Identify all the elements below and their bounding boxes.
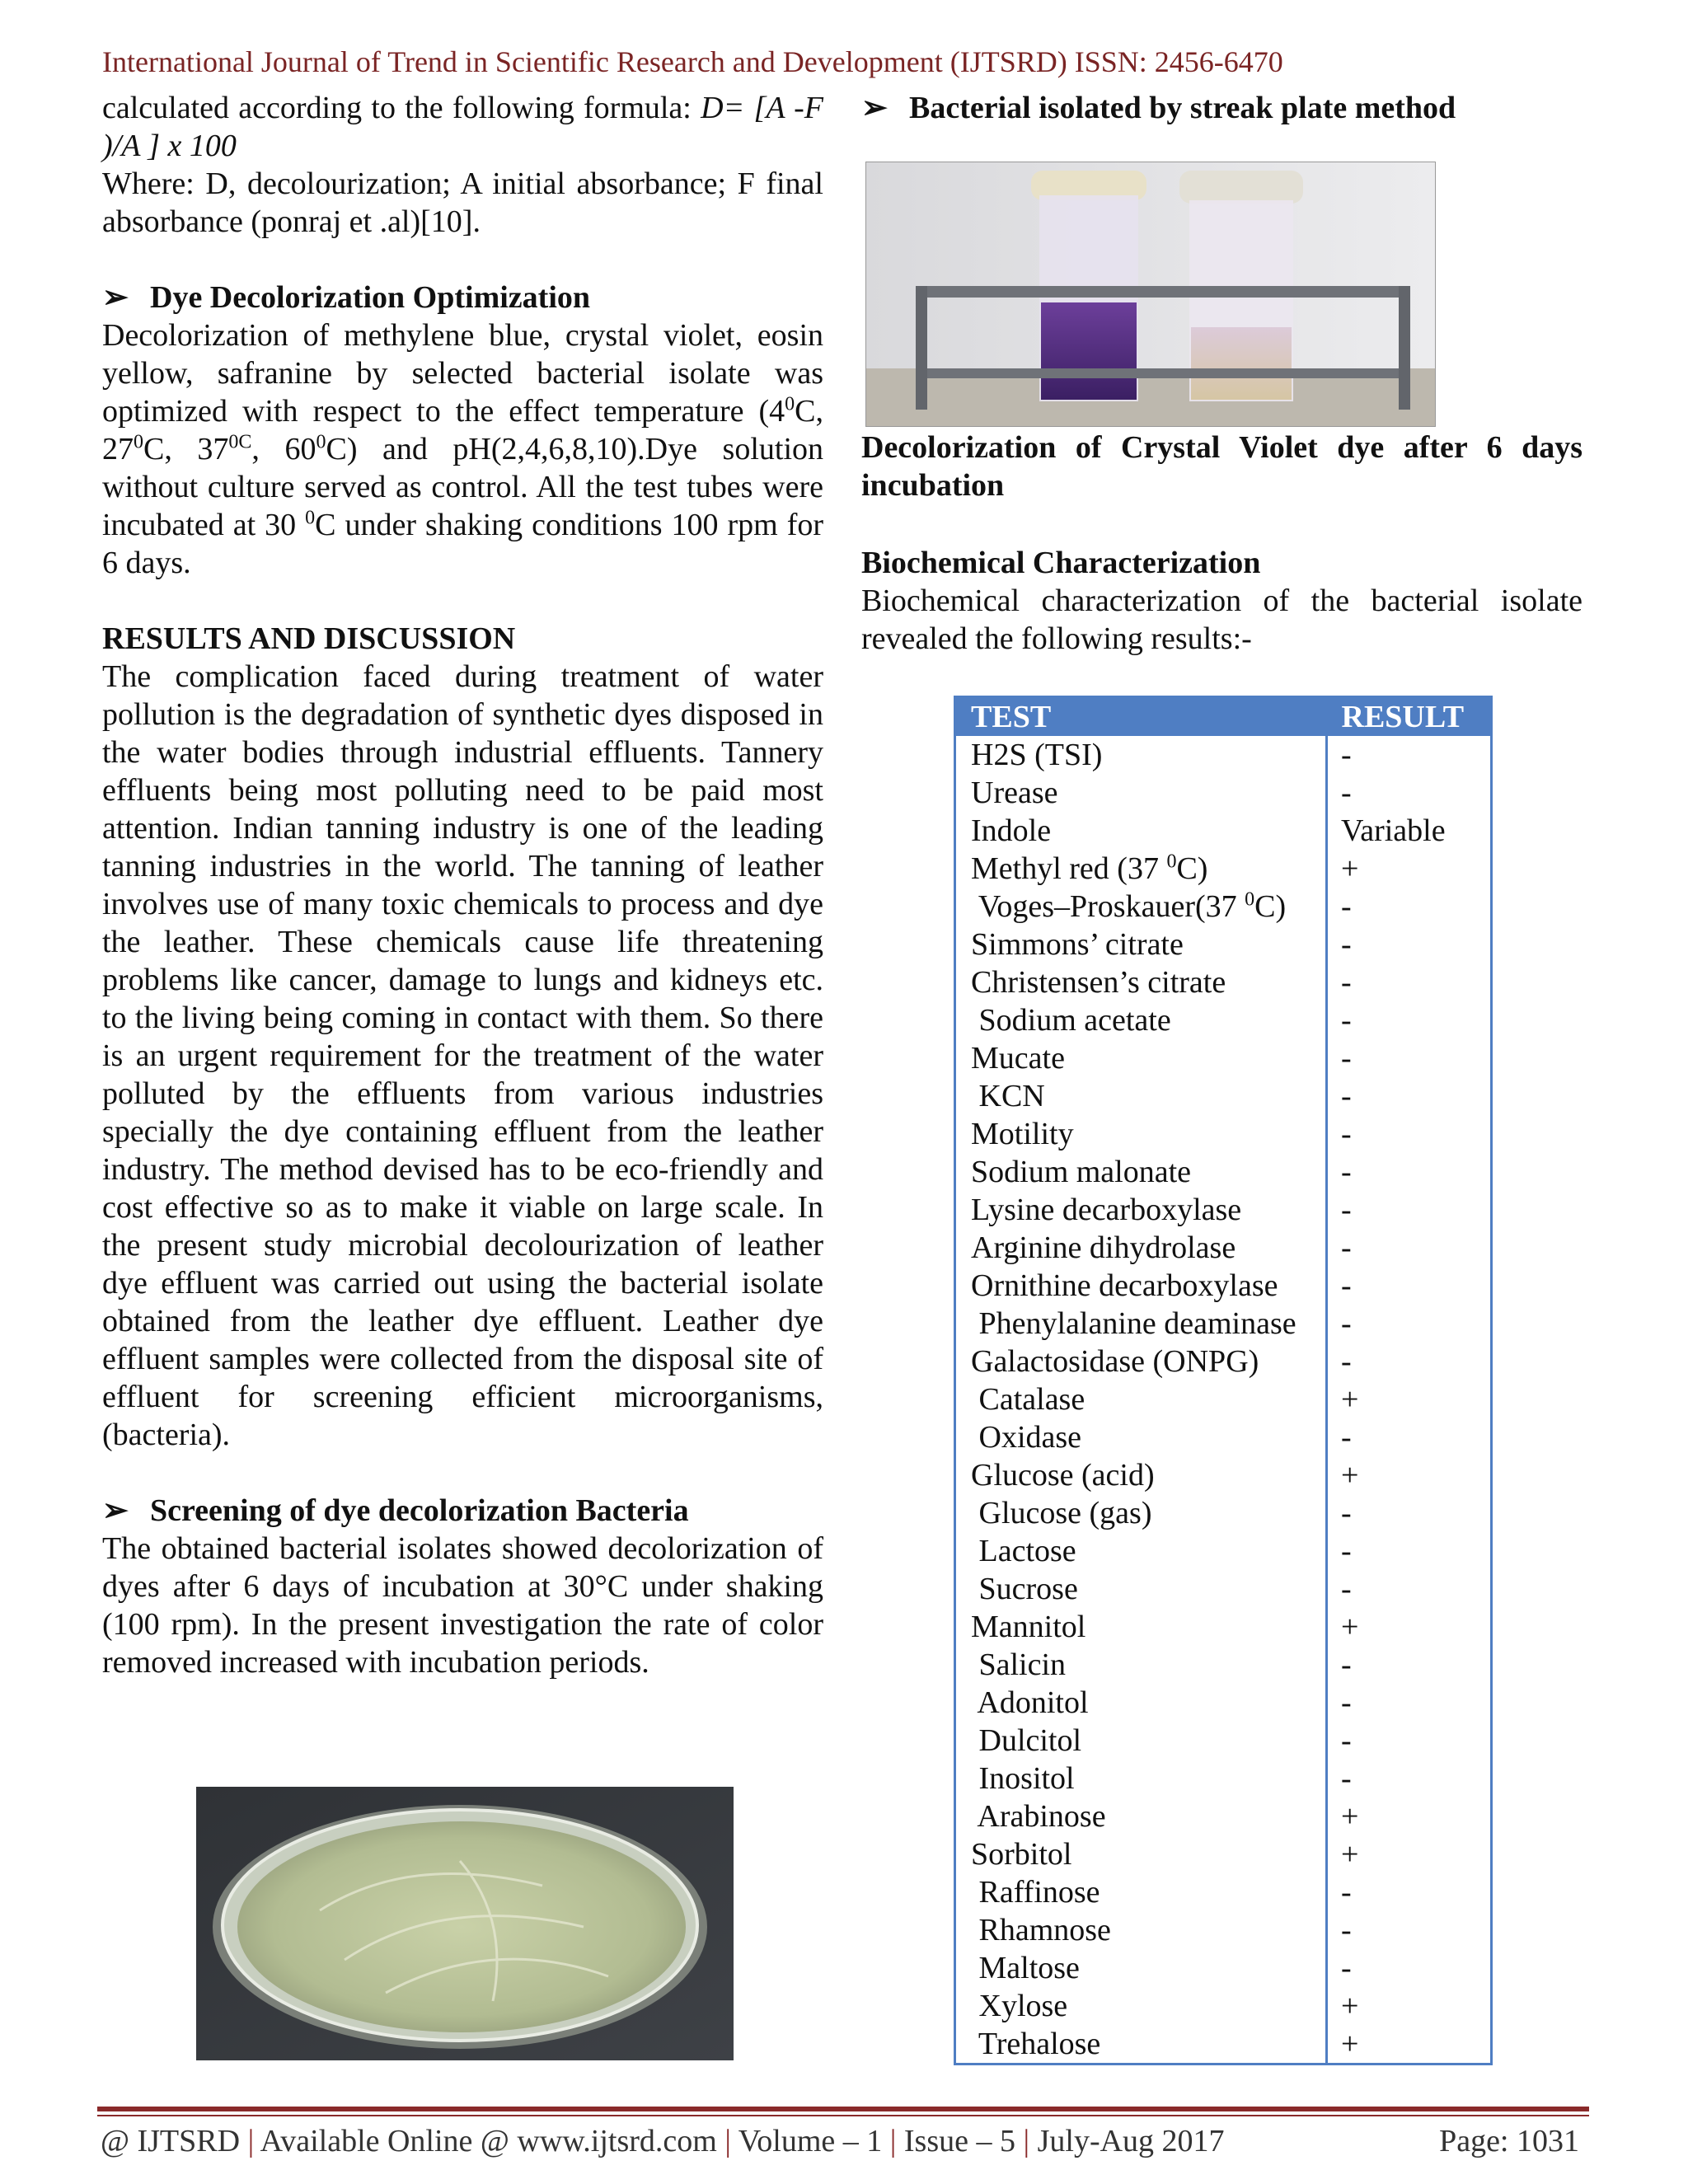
table-row <box>955 1797 1492 1835</box>
test-cell: Sodium malonate <box>955 1153 1327 1191</box>
result-cell: - <box>1341 776 1352 810</box>
screening-paragraph: The obtained bacterial isolates showed decolorization of dyes after 6 days of incubation at 30°C under shaking (100 rpm). In the present investigation the rate of color removed increased with incubation periods. <box>102 1531 823 1680</box>
footer-date: July-Aug 2017 <box>1037 2124 1225 2158</box>
result-cell: - <box>1341 1344 1352 1379</box>
table-row <box>955 1456 1492 1494</box>
test-cell: Adonitol <box>955 1684 1327 1722</box>
test-cell: Maltose <box>955 1949 1327 1987</box>
table-row <box>955 888 1492 926</box>
result-cell: - <box>1341 1685 1352 1720</box>
test-cell: Raffinose <box>955 1873 1327 1911</box>
result-cell: + <box>1341 1382 1359 1417</box>
result-cell: + <box>1341 1799 1359 1834</box>
test-cell: Dulcitol <box>955 1722 1327 1760</box>
result-cell: - <box>1341 1193 1352 1227</box>
test-cell: Rhamnose <box>955 1911 1327 1949</box>
table-row <box>955 1267 1492 1305</box>
result-cell: - <box>1341 1003 1352 1038</box>
test-cell: Lactose <box>955 1532 1327 1570</box>
test-cell: Mannitol <box>955 1608 1327 1646</box>
result-cell: - <box>1341 1723 1352 1758</box>
table-row <box>955 1380 1492 1418</box>
optimization-heading: ➢ Dye Decolorization Optimization <box>102 280 591 315</box>
result-cell: + <box>1341 1458 1359 1493</box>
result-cell: - <box>1341 1913 1352 1947</box>
footer-rule-thin <box>97 2115 1589 2116</box>
test-cell: Trehalose <box>955 2025 1327 2064</box>
table-row <box>955 850 1492 888</box>
footer-issue: Issue – 5 <box>903 2124 1015 2158</box>
petri-plate-photo <box>196 1787 734 2060</box>
table-row <box>955 1911 1492 1949</box>
table-row <box>955 736 1492 774</box>
header-result: RESULT <box>1327 697 1492 737</box>
test-cell: Christensen’s citrate <box>955 963 1327 1001</box>
footer-page: Page: 1031 <box>1439 2124 1579 2158</box>
result-cell: - <box>1341 1079 1352 1113</box>
table-row <box>955 1229 1492 1267</box>
formula: D= [A -F )/A ] x 100 <box>102 91 823 163</box>
result-cell: - <box>1341 1420 1352 1455</box>
arrow-bullet-icon: ➢ <box>861 91 888 125</box>
footer-volume: Volume – 1 <box>738 2124 883 2158</box>
arrow-bullet-icon: ➢ <box>102 1493 129 1528</box>
table-row <box>955 1987 1492 2025</box>
result-cell: - <box>1341 1117 1352 1151</box>
test-cell: Simmons’ citrate <box>955 926 1327 963</box>
test-cell: Sodium acetate <box>955 1001 1327 1039</box>
table-row <box>955 1343 1492 1380</box>
test-cell: Xylose <box>955 1987 1327 2025</box>
results-paragraph: The complication faced during treatment of water pollution is the degradation of synthetic dyes disposed in the water bodies through industrial effluents. Tannery effluents being most polluting need to be paid most attention. Indian tanning industry is one of the leading tanning industries in the world. The tanning of leather involves use of many toxic chemicals to process and dye the leather. These chemicals cause life threatening problems like cancer, damage to lungs and kidneys etc. to the living being coming in contact with them. So there is an urgent requirement for the treatment of the water polluted by the effluents from various industries specially the dye containing effluent from the leather industry. The method devised has to be eco-friendly and cost effective so as to make it viable on large scale. In the present study microbial decolourization of leather dye effluent was carried out using the bacterial isolate obtained from the leather dye effluent. Leather dye effluent samples were collected from the disposal site of effluent for screening efficient microorganisms, (bacteria). <box>102 659 823 1452</box>
test-cell: Arabinose <box>955 1797 1327 1835</box>
table-row <box>955 1153 1492 1191</box>
result-cell: - <box>1341 1306 1352 1341</box>
table-row <box>955 1532 1492 1570</box>
table-row <box>955 2025 1492 2064</box>
table-row <box>955 1191 1492 1229</box>
test-cell: Catalase <box>955 1380 1327 1418</box>
results-heading: RESULTS AND DISCUSSION <box>102 621 516 656</box>
test-cell: Methyl red (37 $^0$C) <box>955 850 1327 888</box>
result-cell: - <box>1341 1496 1352 1530</box>
test-cell: Motility <box>955 1115 1327 1153</box>
table-row <box>955 1039 1492 1077</box>
test-cell: Salicin <box>955 1646 1327 1684</box>
page-footer: @ IJTSRD | Available Online @ www.ijtsrd.com | Volume – 1 | Issue – 5 | July-Aug 2017 Page: 1031 <box>101 2121 1584 2161</box>
table-row <box>955 1873 1492 1911</box>
right-column <box>861 89 1582 138</box>
result-cell: + <box>1341 1610 1359 1644</box>
footer-journal: @ IJTSRD <box>101 2124 241 2158</box>
table-row <box>955 1949 1492 1987</box>
biochem-paragraph: Biochemical characterization of the bacterial isolate revealed the following results:- <box>861 583 1582 656</box>
test-cell: Sucrose <box>955 1570 1327 1608</box>
table-row <box>955 1684 1492 1722</box>
result-cell: - <box>1341 1875 1352 1910</box>
result-cell: - <box>1341 1230 1352 1265</box>
test-cell: Galactosidase (ONPG) <box>955 1343 1327 1380</box>
test-cell: Glucose (gas) <box>955 1494 1327 1532</box>
biochemical-results-table <box>954 696 1493 2065</box>
table-row <box>955 1570 1492 1608</box>
biochem-section <box>861 544 1582 658</box>
table-row <box>955 1760 1492 1797</box>
result-cell: - <box>1341 1951 1352 1985</box>
where-paragraph: Where: D, decolourization; A initial absorbance; F final absorbance (ponraj et .al)[10]. <box>102 166 823 239</box>
result-cell: + <box>1341 1837 1359 1872</box>
table-row <box>955 1722 1492 1760</box>
table-row <box>955 774 1492 812</box>
table-row <box>955 926 1492 963</box>
table-row <box>955 1001 1492 1039</box>
test-cell: Phenylalanine deaminase <box>955 1305 1327 1343</box>
test-tubes-photo <box>865 162 1436 427</box>
result-cell: - <box>1341 1041 1352 1076</box>
test-cell: Inositol <box>955 1760 1327 1797</box>
result-cell: - <box>1341 889 1352 924</box>
table-row <box>955 1418 1492 1456</box>
optimization-paragraph: Decolorization of methylene blue, crystal violet, eosin yellow, safranine by selected bacterial isolate was optimized with respect to the effect temperature ($4^0C$, $27^0C$, $37^{0C}$, $60^0C$) and pH(2,4,6,8,10).Dye solution without culture served as control. All the test tubes were incubated at 30 $^0$C under shaking conditions 100 rpm for 6 days. <box>102 318 823 580</box>
formula-paragraph: calculated according to the following formula: D= [A -F )/A ] x 100 <box>102 91 823 163</box>
test-cell: H2S (TSI) <box>955 736 1327 774</box>
result-cell: - <box>1341 1268 1352 1303</box>
test-cell: Oxidase <box>955 1418 1327 1456</box>
result-cell: - <box>1341 1761 1352 1796</box>
result-cell: - <box>1341 965 1352 1000</box>
biochem-heading: Biochemical Characterization <box>861 546 1261 580</box>
table-row <box>955 963 1492 1001</box>
table-row <box>955 1494 1492 1532</box>
table-row <box>955 1115 1492 1153</box>
test-cell: Sorbitol <box>955 1835 1327 1873</box>
test-cell: Mucate <box>955 1039 1327 1077</box>
test-cell: KCN <box>955 1077 1327 1115</box>
test-cell: Urease <box>955 774 1327 812</box>
footer-available: Available Online @ www.ijtsrd.com <box>260 2124 717 2158</box>
result-cell: Variable <box>1341 813 1446 848</box>
table-row <box>955 1077 1492 1115</box>
result-cell: + <box>1341 851 1359 886</box>
table-row <box>955 1646 1492 1684</box>
result-cell: + <box>1341 1989 1359 2023</box>
footer-rule <box>97 2107 1589 2111</box>
test-cell: Arginine dihydrolase <box>955 1229 1327 1267</box>
table-header-row <box>955 697 1492 737</box>
screening-heading: ➢ Screening of dye decolorization Bacteria <box>102 1493 689 1528</box>
table-body <box>955 736 1492 2064</box>
arrow-bullet-icon: ➢ <box>102 280 129 315</box>
table-row <box>955 812 1492 850</box>
left-column <box>102 89 823 1681</box>
test-cell: Ornithine decarboxylase <box>955 1267 1327 1305</box>
table-row <box>955 1608 1492 1646</box>
test-cell: Indole <box>955 812 1327 850</box>
test-cell: Lysine decarboxylase <box>955 1191 1327 1229</box>
result-cell: - <box>1341 1155 1352 1189</box>
test-cell: Voges–Proskauer(37 $^0$C) <box>955 888 1327 926</box>
result-cell: - <box>1341 927 1352 962</box>
result-cell: + <box>1341 2027 1359 2061</box>
result-cell: - <box>1341 738 1352 772</box>
header-test: TEST <box>955 697 1327 737</box>
table-row <box>955 1835 1492 1873</box>
result-cell: - <box>1341 1647 1352 1682</box>
figure-caption: Decolorization of Crystal Violet dye after 6 days incubation <box>861 430 1582 503</box>
test-cell: Glucose (acid) <box>955 1456 1327 1494</box>
streak-heading: ➢ Bacterial isolated by streak plate method <box>861 91 1456 125</box>
result-cell: - <box>1341 1534 1352 1568</box>
result-cell: - <box>1341 1572 1352 1606</box>
running-header: International Journal of Trend in Scientific Research and Development (IJTSRD) ISSN: 2456-6470 <box>102 45 1283 78</box>
table-row <box>955 1305 1492 1343</box>
